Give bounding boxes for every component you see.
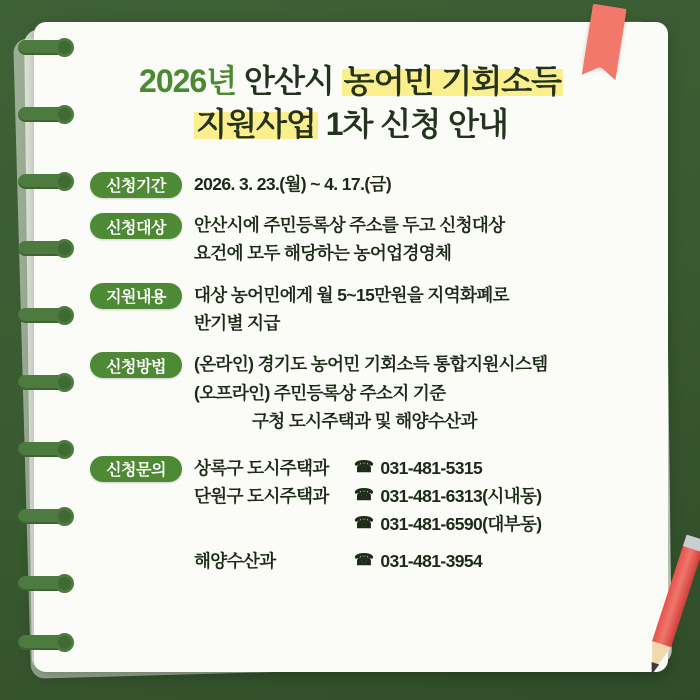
list-item-line: 대상 농어민에게 월 5~15만원을 지역화폐로 [194,284,509,305]
table-row [194,454,542,482]
title-subject: 1차 신청 안내 [325,105,508,142]
contact-phone-number: 031-481-6313(시내동) [380,485,542,506]
contact-dept: 상록구 도시주택과 [194,457,329,478]
status-badge: 신청대상 [90,213,182,239]
contact-phone [354,482,542,510]
title-year: 2026년 [139,63,237,99]
table-row-spacer [194,539,542,547]
list-item [90,170,654,198]
list-item [90,350,654,435]
contact-dept: 단원구 도시주택과 [194,485,329,506]
table-row [194,510,542,538]
contact-table [194,454,542,575]
list-item-body [194,350,548,435]
status-badge: 신청문의 [90,456,182,482]
poster-content [34,22,668,672]
list-item-line: 요건에 모두 해당하는 농어업경영체 [194,243,452,264]
table-row [194,547,542,575]
title-line-1 [34,60,668,103]
status-badge: 신청방법 [90,352,182,378]
list-item [90,281,654,338]
title-highlight-2: 지원사업 [196,105,316,142]
list-item-line: 반기별 지급 [194,313,280,334]
telephone-icon: ☎ [354,487,374,505]
list-item-body [194,170,391,198]
title-city: 안산시 [244,63,334,99]
list-item [90,211,654,268]
contact-phone [354,454,482,482]
status-badge: 신청기간 [90,172,182,198]
contact-phone-number: 031-481-3954 [380,550,483,571]
contact-phone [354,510,542,538]
list-item-body [194,281,509,338]
telephone-icon: ☎ [354,551,374,569]
info-list [34,170,668,575]
contact-phone-number: 031-481-6590(대부동) [380,514,542,535]
contact-phone-number: 031-481-5315 [380,457,483,478]
contact-dept: 해양수산과 [194,550,276,571]
contact-section [90,454,654,575]
contact-phone [354,547,482,575]
list-item-body [194,211,505,268]
title-line-2 [34,103,668,146]
table-row [194,482,542,510]
title-highlight-1: 농어민 기회소득 [343,63,561,99]
list-item-line: 안산시에 주민등록상 주소를 두고 신청대상 [194,215,505,236]
list-item-line: (온라인) 경기도 농어민 기회소득 통합지원시스템 [194,354,548,375]
page-title [34,22,668,146]
list-item-line: (오프라인) 주민등록상 주소지 기준 [194,382,446,403]
list-item-line: 2026. 3. 23.(월) ~ 4. 17.(금) [194,173,392,194]
status-badge: 지원내용 [90,283,182,309]
telephone-icon: ☎ [354,515,374,533]
list-item-line: 구청 도시주택과 및 해양수산과 [252,411,477,432]
telephone-icon: ☎ [354,458,374,476]
